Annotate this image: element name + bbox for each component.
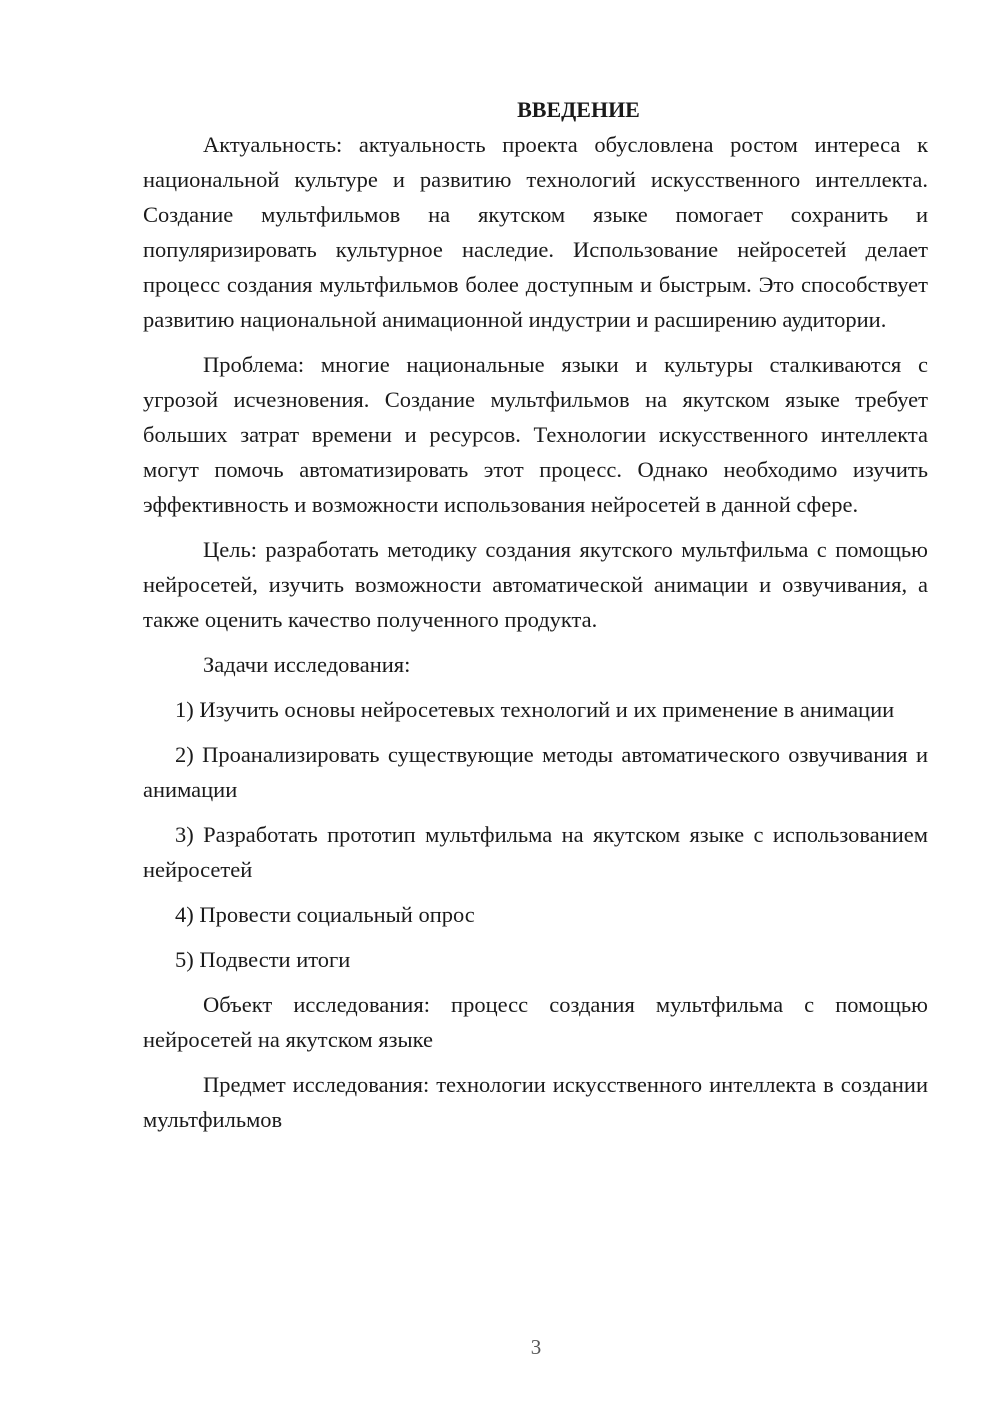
paragraph-research-object: Объект исследования: процесс создания мультфильма с помощью нейросетей на якутском языке (143, 992, 928, 1052)
task-list-item: 2) Проанализировать существующие методы автоматического озвучивания и анимации (143, 742, 928, 802)
paragraph-tasks-heading: Задачи исследования: (203, 652, 411, 677)
paragraph-problem: Проблема: многие национальные языки и культуры сталкиваются с угрозой исчезновения. Создание мультфильмов на якутском языке требует больших затрат времени и ресурсов. Технологии искусственного интеллекта могут помочь автоматизировать этот процесс. Однако необходимо изучить эффективность и возможности использования нейросетей в данной сфере. (143, 352, 928, 517)
task-list-item: 3) Разработать прототип мультфильма на якутском языке с использованием нейросетей (143, 822, 928, 882)
document-page (143, 92, 928, 1137)
task-list-item: 5) Подвести итоги (175, 947, 351, 972)
task-list-item: 4) Провести социальный опрос (175, 902, 475, 927)
page-number: 3 (530, 1335, 542, 1359)
paragraph-goal: Цель: разработать методику создания якутского мультфильма с помощью нейросетей, изучить возможности автоматической анимации и озвучивания, а также оценить качество полученного продукта. (143, 537, 928, 632)
page-title: ВВЕДЕНИЕ (517, 97, 640, 122)
paragraph-relevance: Актуальность: актуальность проекта обусловлена ростом интереса к национальной культуре и развитию технологий искусственного интеллекта. Создание мультфильмов на якутском языке помогает сохранить и популяризировать культурное наследие. Использование нейросетей делает процесс создания мультфильмов более доступным и быстрым. Это способствует развитию национальной анимационной индустрии и расширению аудитории. (143, 132, 928, 332)
paragraph-research-subject: Предмет исследования: технологии искусственного интеллекта в создании мультфильмов (143, 1072, 928, 1132)
task-list-item: 1) Изучить основы нейросетевых технологий и их применение в анимации (175, 697, 895, 722)
